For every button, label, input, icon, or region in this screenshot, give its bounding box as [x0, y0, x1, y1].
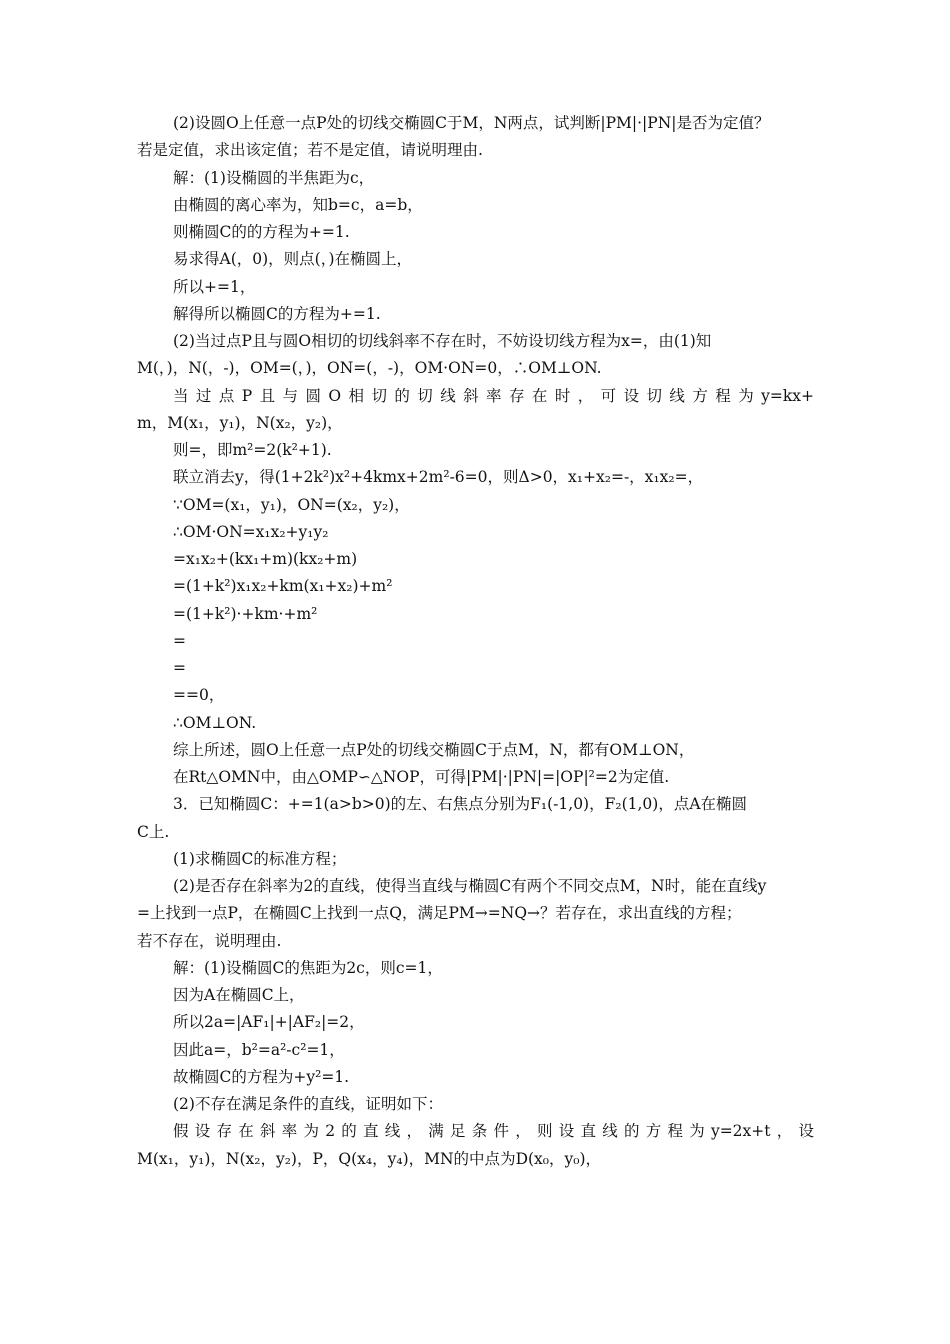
text-line: 若是定值，求出该定值；若不是定值，请说明理由.: [137, 141, 483, 160]
text-line: ∵OM=(x₁，y₁)，ON=(x₂，y₂)，: [173, 495, 410, 514]
text-line: 联立消去y，得(1+2k²)x²+4kmx+2m²-6=0，则Δ>0，x₁+x₂=-，x₁x₂=，: [173, 468, 704, 487]
text-line: 所以2a=|AF₁|+|AF₂|=2，: [173, 1013, 365, 1032]
text-line: 当过点P且与圆O相切的切线斜率存在时，可设切线方程为y=kx+: [173, 386, 814, 405]
text-line: (2)当过点P且与圆O相切的切线斜率不存在时，不妨设切线方程为x=，由(1)知: [173, 332, 712, 350]
text-line: (2)设圆O上任意一点P处的切线交椭圆C于M，N两点，试判断|PM|·|PN|是否为定值？: [173, 114, 770, 132]
text-line: 由椭圆的离心率为，知b=c，a=b，: [173, 195, 423, 214]
text-line: M(，)，N(，-)，OM=(，)，ON=(，-)，OM·ON=0，∴OM⊥ON.: [137, 359, 602, 378]
text-line: C上.: [137, 822, 170, 841]
text-line: ∴OM·ON=x₁x₂+y₁y₂: [173, 522, 329, 541]
text-line: ==0，: [173, 686, 225, 705]
text-line: 则=，即m²=2(k²+1).: [173, 441, 332, 459]
text-line: M(x₁，y₁)，N(x₂，y₂)，P，Q(x₄，y₄)，MN的中点为D(x₀，y₀)，: [137, 1149, 602, 1168]
text-line: (1)求椭圆C的标准方程；: [173, 849, 347, 868]
text-line: (2)不存在满足条件的直线，证明如下：: [173, 1095, 443, 1113]
text-line: 因为A在椭圆C上，: [173, 986, 305, 1004]
text-line: (2)是否存在斜率为2的直线，使得当直线与椭圆C有两个不同交点M，N时，能在直线y: [173, 877, 767, 895]
text-line: 综上所述，圆O上任意一点P处的切线交椭圆C于点M，N，都有OM⊥ON，: [173, 740, 695, 759]
text-line: =x₁x₂+(kx₁+m)(kx₂+m): [173, 550, 358, 568]
text-line: 故椭圆C的方程为+y²=1.: [173, 1067, 350, 1086]
text-line: m，M(x₁，y₁)，N(x₂，y₂)，: [137, 413, 343, 432]
text-line: 所以+=1，: [173, 277, 256, 296]
text-line: =: [173, 631, 186, 650]
text-line: 3．已知椭圆C：+=1(a>b>0)的左、右焦点分别为F₁(-1,0)，F₂(1,0)，点A在椭圆: [173, 795, 748, 814]
text-line: ∴OM⊥ON.: [173, 713, 257, 732]
text-line: 解：(1)设椭圆的半焦距为c，: [173, 168, 375, 187]
text-line: 解：(1)设椭圆C的焦距为2c，则c=1，: [173, 958, 443, 977]
text-line: 易求得A(，0)，则点(，)在椭圆上，: [173, 250, 412, 269]
text-line: =(1+k²)x₁x₂+km(x₁+x₂)+m²: [173, 577, 393, 596]
text-line: =: [173, 659, 186, 677]
text-line: 则椭圆C的的方程为+=1.: [173, 223, 350, 241]
text-line: =上找到一点P，在椭圆C上找到一点Q，满足PM→=NQ→？若存在，求出直线的方程；: [137, 904, 742, 923]
text-line: =(1+k²)·+km·+m²: [173, 604, 318, 623]
text-line: 若不存在，说明理由.: [137, 931, 282, 950]
text-line: 假设存在斜率为2的直线，满足条件，则设直线的方程为y=2x+t，设: [173, 1122, 814, 1141]
text-line: 在Rt△OMN中，由△OMP∽△NOP，可得|PM|·|PN|=|OP|²=2为定值.: [173, 768, 670, 786]
text-line: 解得所以椭圆C的方程为+=1.: [173, 304, 381, 323]
text-line: 因此a=，b²=a²-c²=1，: [173, 1040, 345, 1059]
